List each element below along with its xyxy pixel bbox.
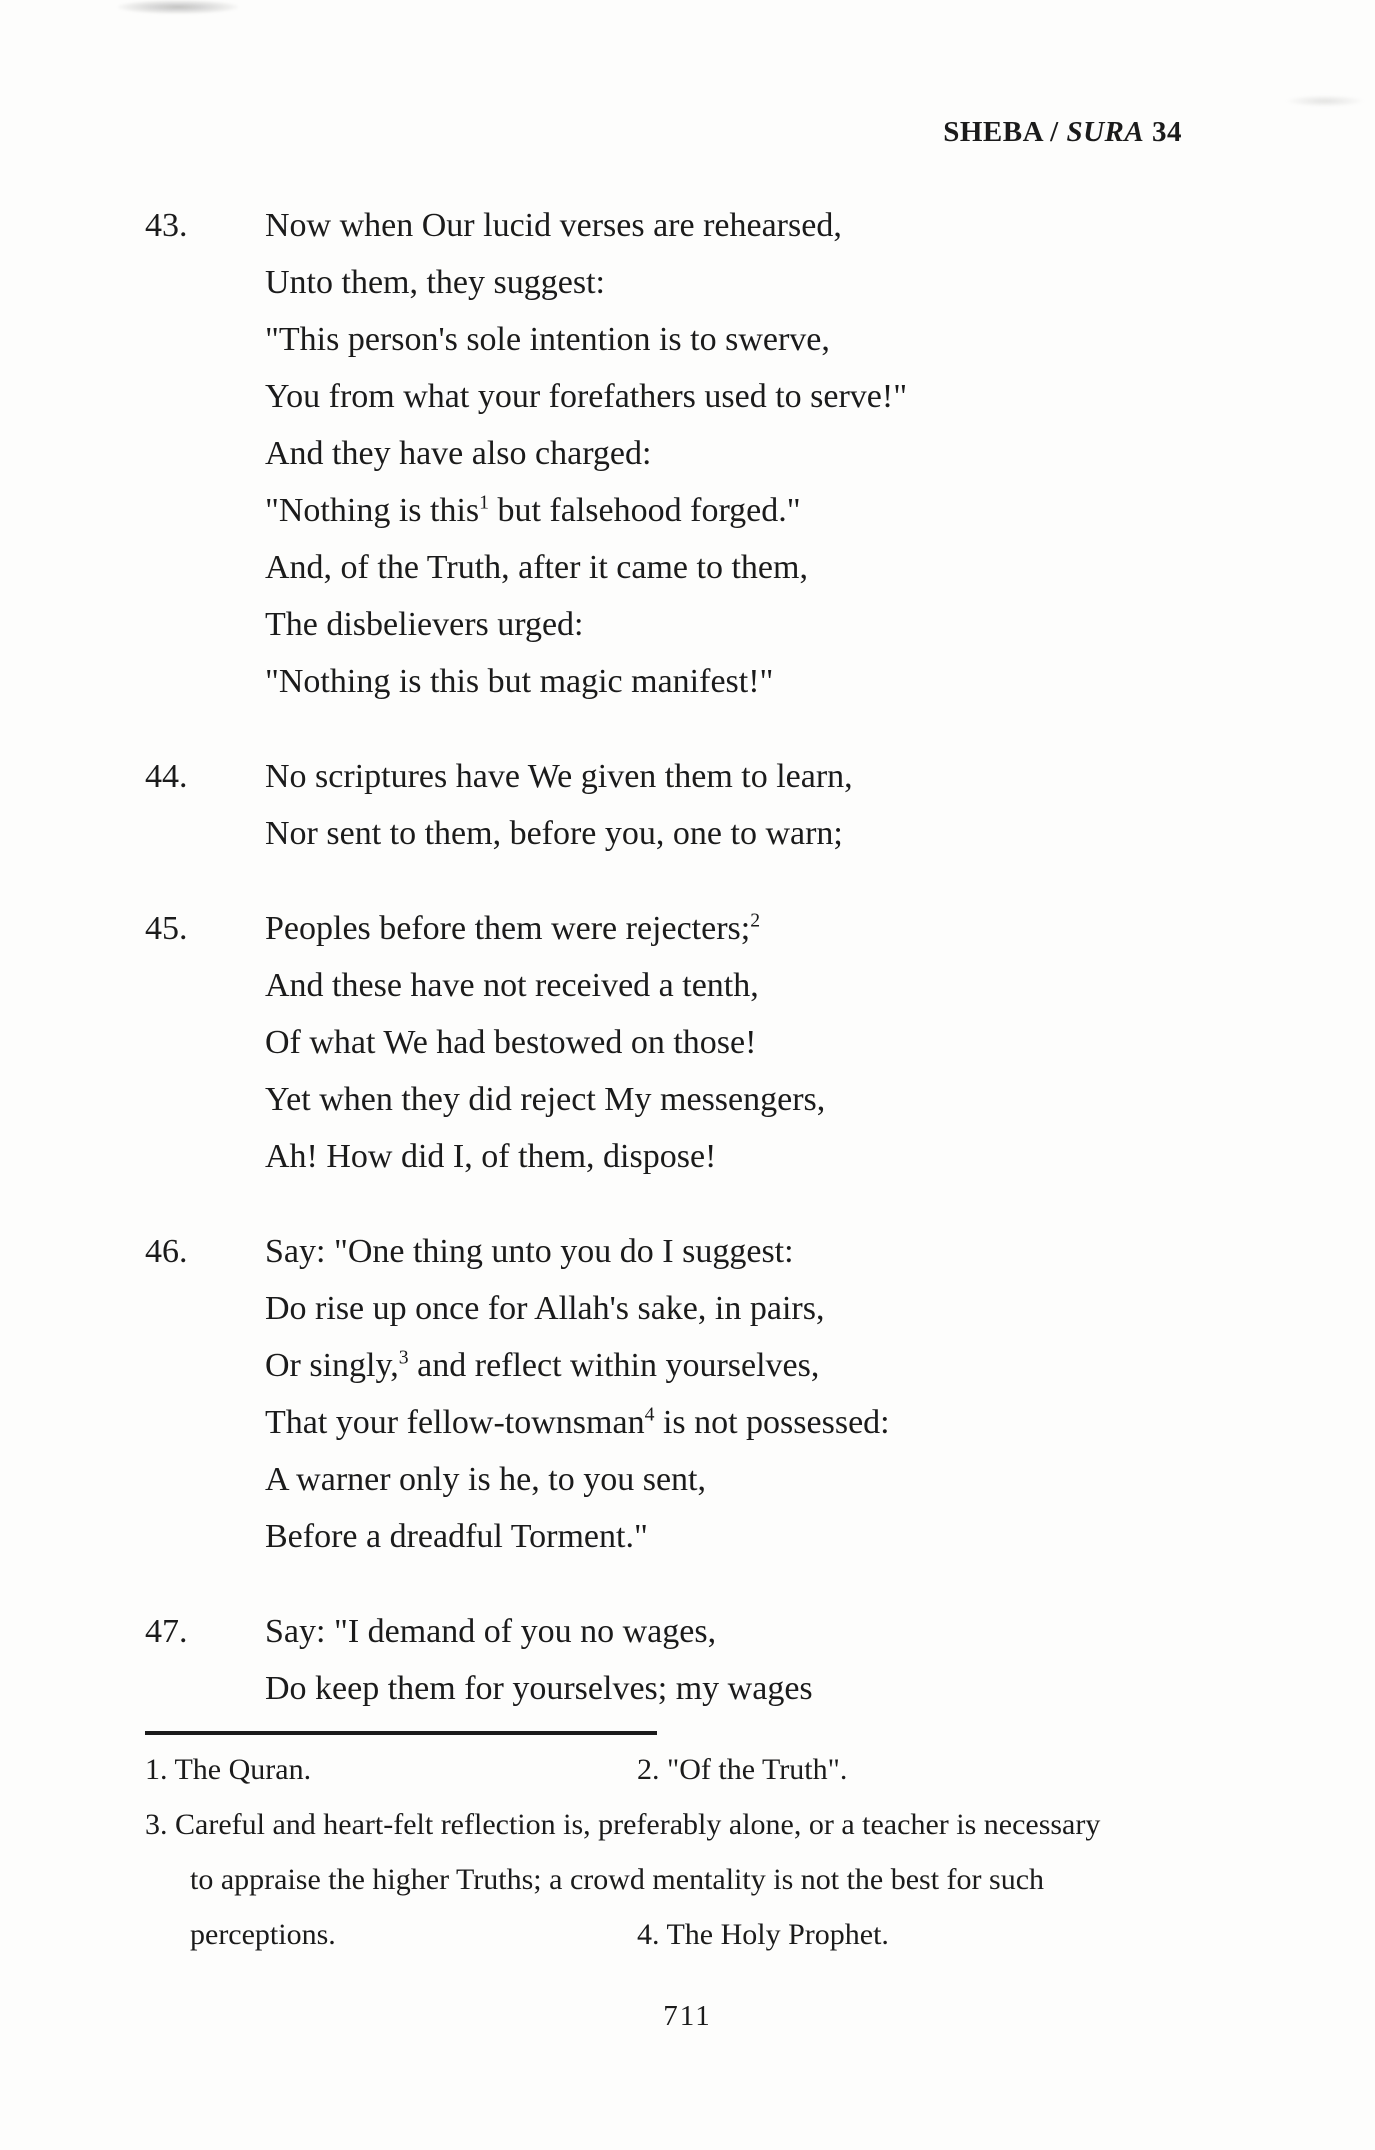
- verse-number: 45.: [145, 910, 188, 947]
- footnote-row: [145, 1917, 1225, 1953]
- footnote-3-line1: 3. Careful and heart-felt reflection is, preferably alone, or a teacher is necessary: [145, 1808, 1101, 1841]
- scan-smudge-right: [1285, 95, 1365, 107]
- footnote-reference: 2: [750, 909, 761, 932]
- verse-line: A warner only is he, to you sent,: [265, 1461, 706, 1498]
- footnote-reference: 1: [479, 491, 489, 514]
- verse-line: Do keep them for yourselves; my wages: [265, 1670, 813, 1707]
- verse-line: And they have also charged:: [265, 435, 652, 472]
- footnote-row: [145, 1752, 1225, 1788]
- verse-line: Yet when they did reject My messengers,: [265, 1081, 826, 1118]
- verse-line: The disbelievers urged:: [265, 606, 584, 643]
- footnote-reference: 4: [644, 1403, 655, 1426]
- verse-text: [265, 900, 1205, 1185]
- verse-43: [145, 197, 1205, 710]
- verse-line: Say: "One thing unto you do I suggest:: [265, 1233, 794, 1270]
- verse-line: And these have not received a tenth,: [265, 967, 759, 1004]
- footnote-2: 2. "Of the Truth".: [637, 1753, 848, 1786]
- verse-line: And, of the Truth, after it came to them,: [265, 549, 808, 586]
- footnote-divider: [145, 1731, 657, 1735]
- verse-line: Before a dreadful Torment.": [265, 1518, 648, 1555]
- verse-line: No scriptures have We given them to learn,: [265, 758, 853, 795]
- verse-line: Now when Our lucid verses are rehearsed,: [265, 207, 842, 244]
- verse-number: 46.: [145, 1233, 188, 1270]
- running-head-sura: SURA: [1066, 116, 1145, 148]
- verse-number: 44.: [145, 758, 188, 795]
- verse-line: Unto them, they suggest:: [265, 264, 605, 301]
- verse-line: Peoples before them were rejecters;$^2$: [265, 909, 761, 947]
- verse-44: [145, 748, 1205, 862]
- footnote-row: [145, 1807, 1225, 1843]
- verse-number: 43.: [145, 207, 188, 244]
- verse-line: Ah! How did I, of them, dispose!: [265, 1138, 717, 1175]
- verse-number: 47.: [145, 1613, 188, 1650]
- verse-line: Do rise up once for Allah's sake, in pairs,: [265, 1290, 825, 1327]
- verse-45: [145, 900, 1205, 1185]
- verse-text: [265, 197, 1205, 710]
- verse-46: [145, 1223, 1205, 1565]
- footnote-reference: 3: [398, 1346, 409, 1369]
- verse-text: [265, 1223, 1205, 1565]
- verse-line: "Nothing is this$^1$ but falsehood forged.": [265, 491, 801, 529]
- running-head-book: SHEBA /: [943, 116, 1067, 148]
- verse-47: [145, 1603, 1205, 1717]
- verse-line: Or singly,$^3$ and reflect within yourselves,: [265, 1346, 820, 1384]
- verse-list: [145, 197, 1205, 1755]
- verse-line: You from what your forefathers used to serve!": [265, 378, 908, 415]
- verse-line: "Nothing is this but magic manifest!": [265, 663, 774, 700]
- footnote-row: [145, 1862, 1225, 1898]
- running-head: [943, 116, 1182, 149]
- verse-text: [265, 1603, 1205, 1717]
- verse-line: Say: "I demand of you no wages,: [265, 1613, 717, 1650]
- running-head-number: 34: [1144, 116, 1182, 148]
- verse-line: Nor sent to them, before you, one to warn;: [265, 815, 843, 852]
- verse-line: Of what We had bestowed on those!: [265, 1024, 757, 1061]
- verse-line: That your fellow-townsman$^4$ is not possessed:: [265, 1403, 890, 1441]
- verse-line: "This person's sole intention is to swerve,: [265, 321, 830, 358]
- page-number: 711: [663, 2000, 712, 2032]
- verse-text: [265, 748, 1205, 862]
- footnote-4: 4. The Holy Prophet.: [637, 1918, 889, 1951]
- footnote-3-line2: to appraise the higher Truths; a crowd mentality is not the best for such: [190, 1863, 1045, 1896]
- footnote-1: 1. The Quran.: [145, 1753, 312, 1786]
- footnote-3-line3: perceptions.: [190, 1918, 336, 1951]
- scan-smudge-top: [118, 0, 238, 14]
